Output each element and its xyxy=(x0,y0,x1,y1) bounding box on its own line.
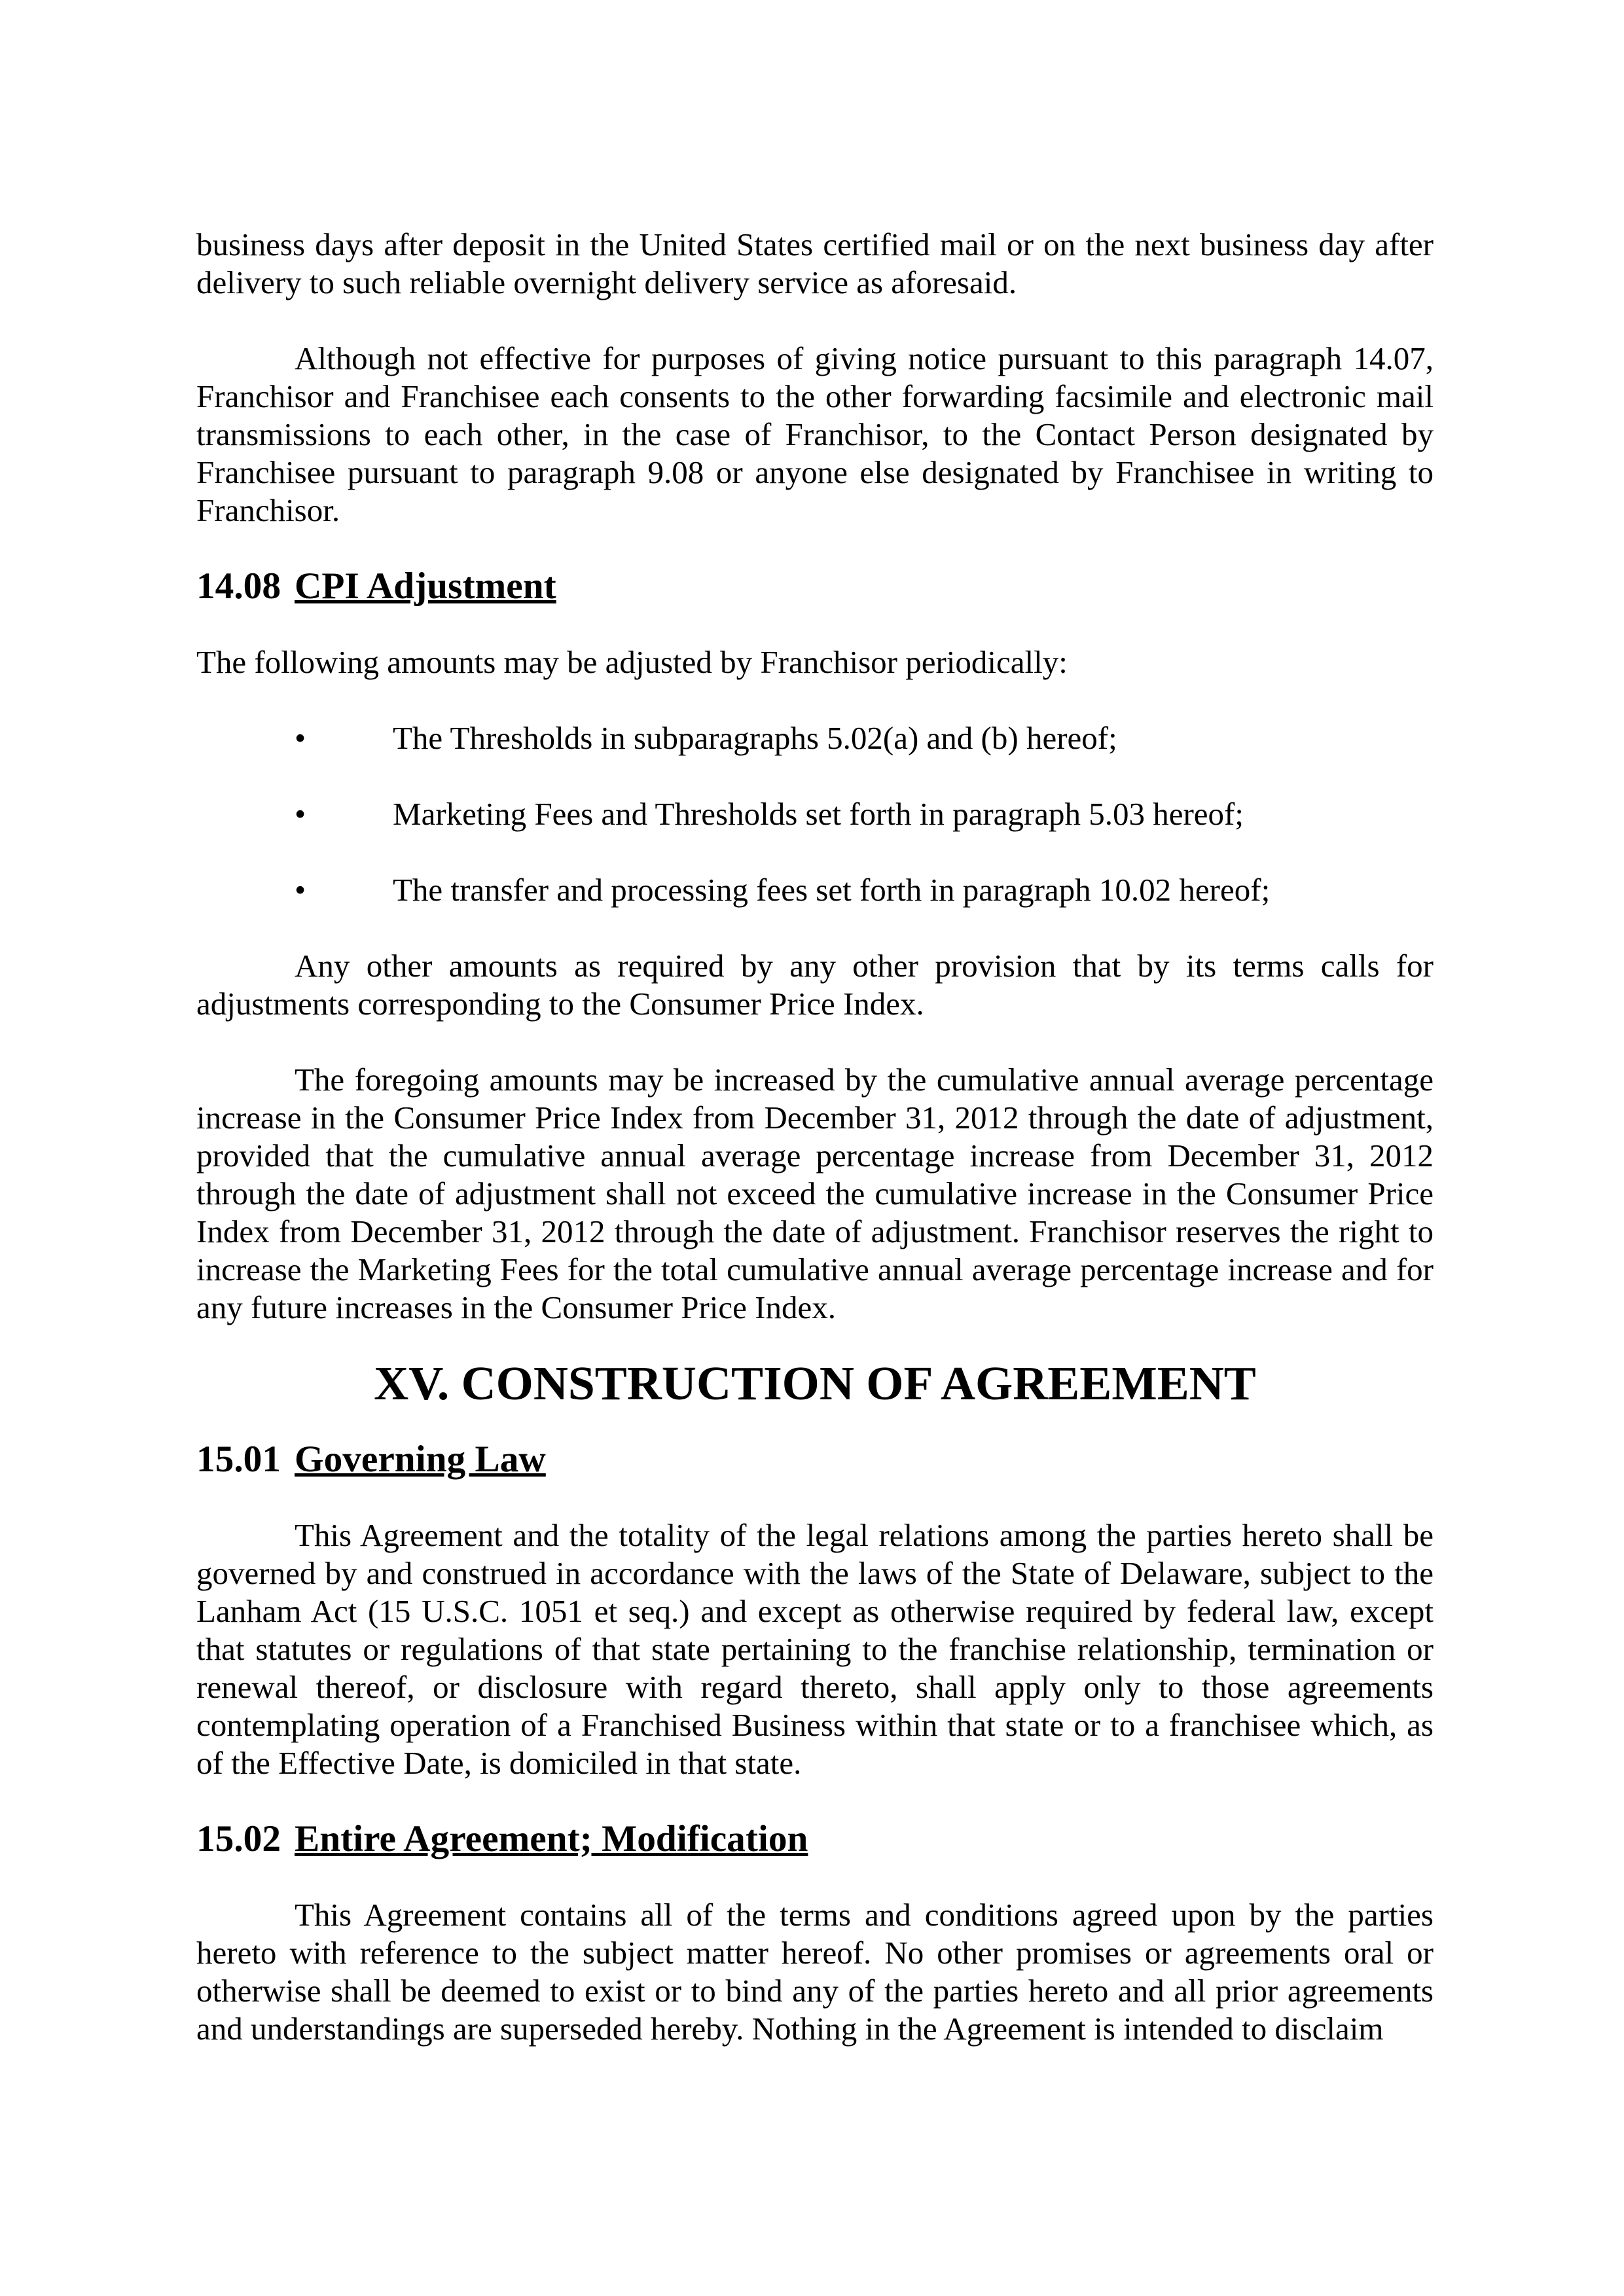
section-heading-15-01 xyxy=(196,1441,1434,1479)
cpi-increase-paragraph: The foregoing amounts may be increased by the cumulative annual average percentage increase in the Consumer Price Index from December 31, 2012 through the date of adjustment, provided that the cumulative annual average percentage increase from December 31, 2012 through the date of adjustment shall not exceed the cumulative increase in the Consumer Price Index from December 31, 2012 through the date of adjustment. Franchisor reserves the right to increase the Marketing Fees for the total cumulative annual average percentage increase and for any future increases in the Consumer Price Index. xyxy=(196,1062,1434,1325)
section-title: Entire Agreement; Modification xyxy=(295,1818,808,1859)
section-number: 14.08 xyxy=(196,565,281,607)
entire-agreement-paragraph: This Agreement contains all of the terms and conditions agreed upon by the parties hereto with reference to the subject matter hereof. No other promises or agreements oral or otherwise shall be deemed to exist or to bind any of the parties hereto and all prior agreements and understandings are superseded hereby. Nothing in the Agreement is intended to disclaim xyxy=(196,1897,1434,2047)
section-heading-15-02 xyxy=(196,1820,1434,1858)
list-item xyxy=(196,871,1434,909)
section-number: 15.01 xyxy=(196,1439,281,1480)
document-body xyxy=(196,226,1434,2048)
article-heading-xv: XV. CONSTRUCTION OF AGREEMENT xyxy=(374,1357,1256,1410)
section-number: 15.02 xyxy=(196,1818,281,1859)
list-item-text: The Thresholds in subparagraphs 5.02(a) and (b) hereof; xyxy=(393,720,1117,756)
section-title: Governing Law xyxy=(295,1439,546,1480)
other-amounts-paragraph: Any other amounts as required by any other provision that by its terms calls for adjustments corresponding to the Consumer Price Index. xyxy=(196,948,1434,1022)
cpi-adjustable-amounts-list xyxy=(196,719,1434,909)
section-title: CPI Adjustment xyxy=(295,565,556,607)
governing-law-paragraph: This Agreement and the totality of the legal relations among the parties hereto shall be governed by and construed in accordance with the laws of the State of Delaware, subject to the Lanham Act (15 U.S.C. 1051 et seq.) and except as otherwise required by federal law, except that statutes or regulations of that state pertaining to the franchise relationship, termination or renewal thereof, or disclosure with regard thereto, shall apply only to those agreements contemplating operation of a Franchised Business within that state or to a franchisee which, as of the Effective Date, is domiciled in that state. xyxy=(196,1517,1434,1781)
notice-paragraph: Although not effective for purposes of giving notice pursuant to this paragraph 14.07, Franchisor and Franchisee each consents to the other forwarding facsimile and electronic mail transmissions to each other, in the case of Franchisor, to the Contact Person designated by Franchisee pursuant to paragraph 9.08 or anyone else designated by Franchisee in writing to Franchisor. xyxy=(196,340,1434,528)
bullet-icon: • xyxy=(295,720,306,756)
continuation-paragraph: business days after deposit in the United States certified mail or on the next business day after delivery to such reliable overnight delivery service as aforesaid. xyxy=(196,226,1434,300)
section-heading-14-08 xyxy=(196,567,1434,605)
list-item xyxy=(196,795,1434,833)
list-item xyxy=(196,719,1434,757)
cpi-intro-paragraph: The following amounts may be adjusted by Franchisor periodically: xyxy=(196,644,1068,680)
bullet-icon: • xyxy=(295,872,306,908)
list-item-text: The transfer and processing fees set forth in paragraph 10.02 hereof; xyxy=(393,872,1271,908)
bullet-icon: • xyxy=(295,796,306,832)
list-item-text: Marketing Fees and Thresholds set forth in paragraph 5.03 hereof; xyxy=(393,796,1244,832)
